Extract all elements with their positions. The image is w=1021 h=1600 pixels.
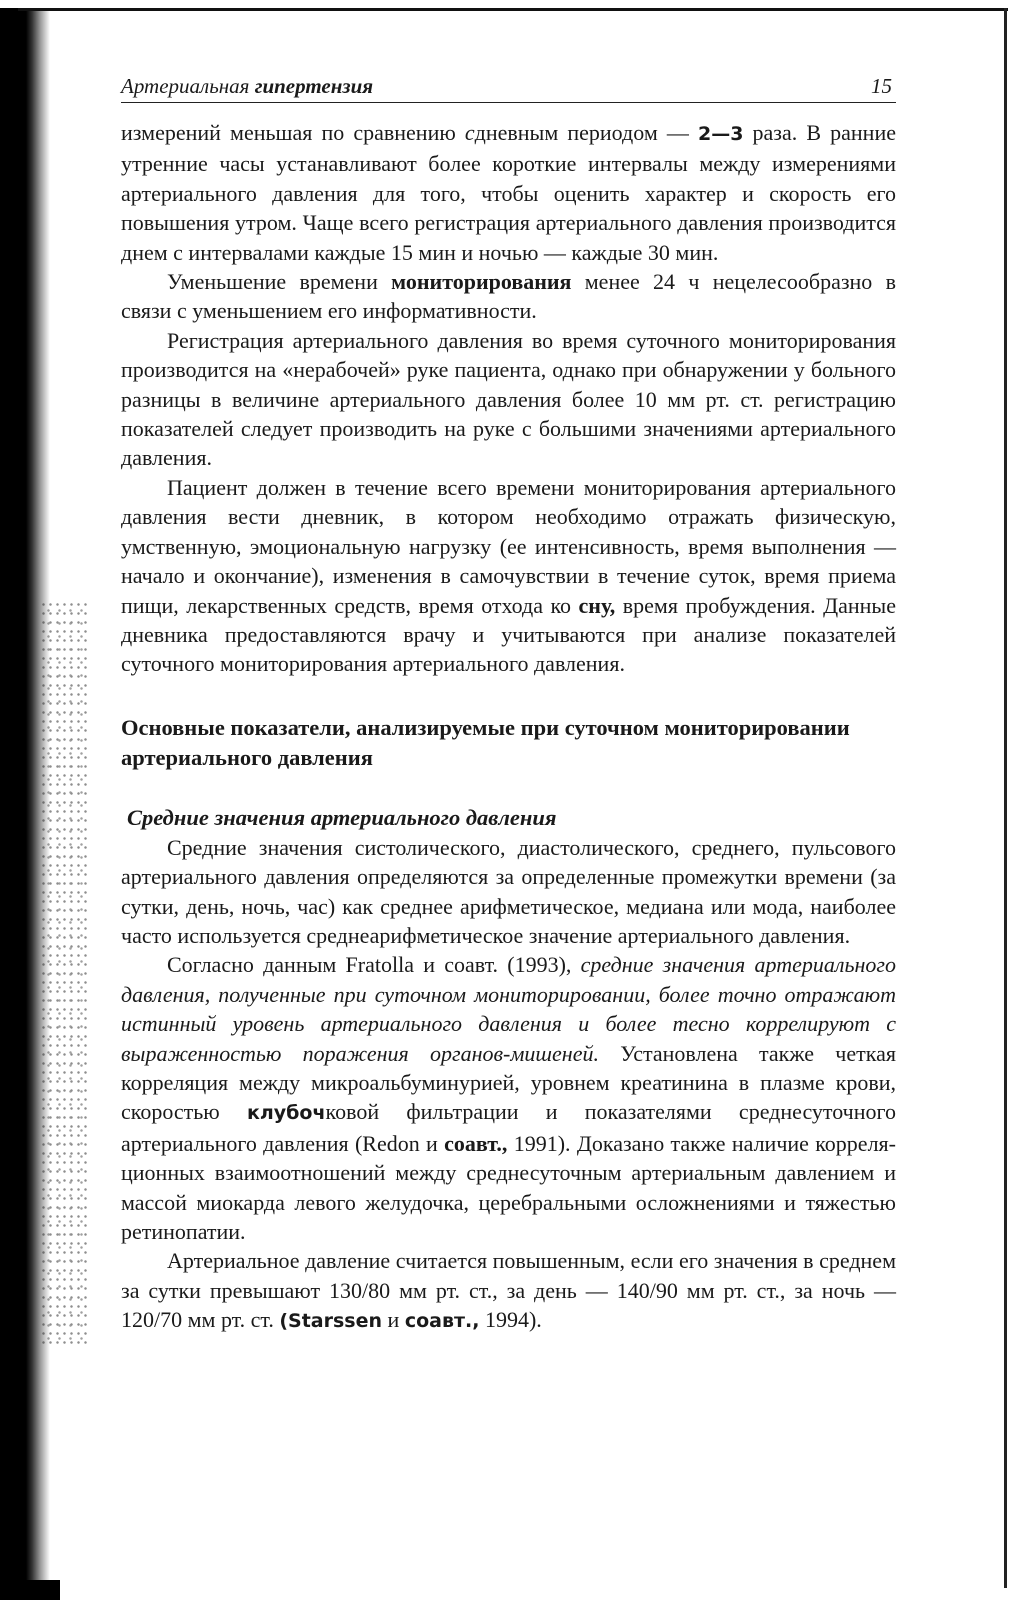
page-bottom-corner <box>0 1580 60 1600</box>
paragraph-5: Средние значения систолического, диастолического, среднего, пульсового артериального давления определяются за определенные промежутки времени (за сутки, день, ночь, час) как среднее арифметическое, медиана или мода, наиболее часто используется среднеарифметическое значение артериального давления. <box>121 834 896 948</box>
page-body <box>121 118 896 1337</box>
paragraph-7: Артериальное давление считается повышенным, если его значения в среднем за сутки превышают 130/80 мм рт. ст., за день — 140/90 мм рт. ст., за ночь — 120/70 мм рт. ст. (Starssen и соавт., 1994). <box>121 1248 896 1333</box>
running-header <box>121 72 896 103</box>
subsection-heading: Средние значения артериального давления <box>127 804 557 830</box>
paragraph-6: Согласно данным Fratolla и соавт. (1993), средние значения артериального давления, полученные при суточном мониторировании, более точно отражают истинный уровень артериального давления и более тесно коррелируют с выраженностью поражения органов-мишеней. Установлена также четкая корреляция между микроальбуминурией, уровнем креатинина в плазме крови, скоростью клубочковой фильтрации и показателями среднесуточного артериального давления (Redon и соавт., 1991). Доказано также наличие корреляционных взаимоотношений между среднесуточным артериальным давлением и массой миокарда левого желудочка, церебральными осложнениями и тяжестью ретинопатии. <box>121 952 896 1244</box>
running-title <box>121 74 373 99</box>
paragraph-1: измерений меньшая по сравнению сдневным периодом — 2—3 раза. В ранние утренние часы устанавливают более короткие интервалы между измерениями артериального давления для того, чтобы оценить характер и скорость его повышения утром. Чаще всего регистрация артериального давления производится днем с интервалами каждые 15 мин и ночью — каждые 30 мин. <box>121 120 896 265</box>
page-top-edge <box>18 8 1008 18</box>
paragraph-4: Пациент должен в течение всего времени мониторирования артериального давления вести дневник, в котором необходимо отражать физическую, умственную, эмоциональную нагрузку (ее интенсивность, время выполнения — начало и окончание), изменения в самочувствии в течение суток, время приема пищи, лекарственных средств, время отхода ко сну, время пробуждения. Данные дневника предоставляются врачу и учитываются при анализе показателей суточного мониторирования артериального давления. <box>121 474 896 677</box>
page-number: 15 <box>871 74 892 98</box>
scan-speckle <box>40 600 88 1350</box>
running-title-bold: гипертензия <box>254 74 374 98</box>
paragraph-2: Уменьшение времени мониторирования менее 24 ч нецелесообразно в связи с уменьшением его информативности. <box>121 269 896 324</box>
paragraph-3: Регистрация артериального давления во время суточного мониторирования производится на «нерабочей» руке пациента, однако при обнаружении у больного разницы в величине артериального давления более 10 мм рт. ст. регистрацию показателей следует производить на руке с большими значениями артериального давления. <box>121 327 896 471</box>
running-title-regular: Артериальная <box>121 74 250 98</box>
page-right-edge <box>1004 8 1007 1588</box>
section-heading: Основные показатели, анализируемые при суточном мониторировании артериального давления <box>121 714 850 770</box>
